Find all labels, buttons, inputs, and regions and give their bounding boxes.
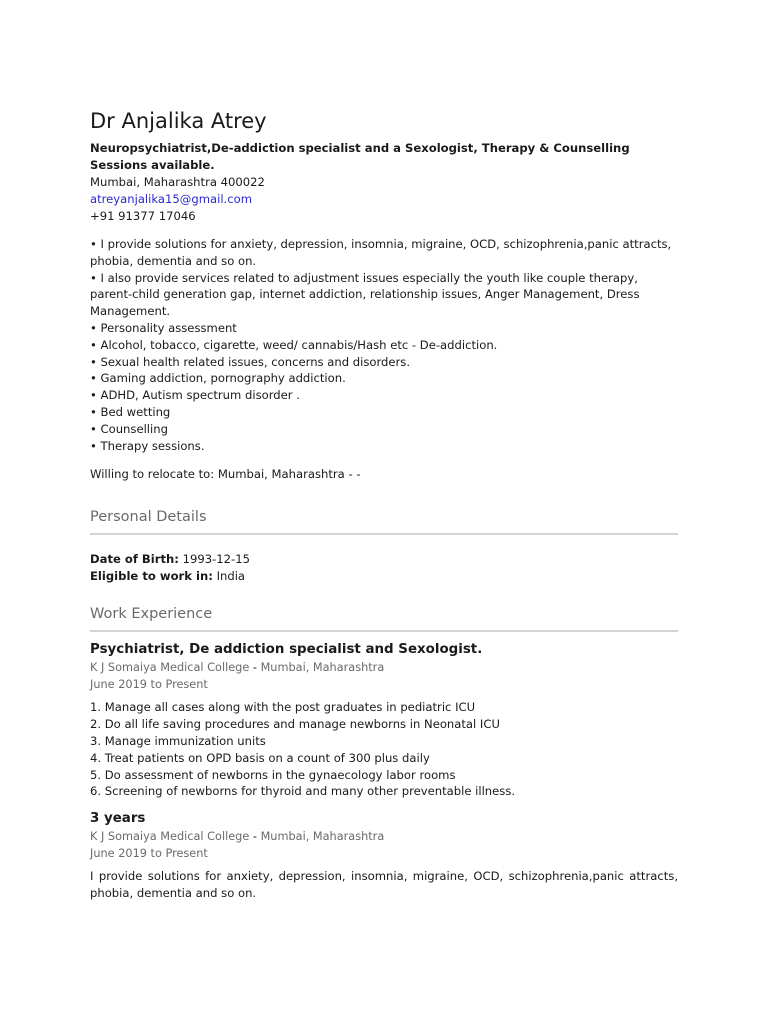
summary-item: • I also provide services related to adjustment issues especially the youth like couple therapy, parent-child generation gap, internet addiction, relationship issues, Anger Management, Dress Management. (90, 270, 640, 319)
company-name: K J Somaiya Medical College (90, 661, 250, 675)
job-entry (90, 640, 678, 800)
resume-content (90, 106, 678, 902)
duty-item: 6. Screening of newborns for thyroid and many other preventable illness. (90, 784, 516, 799)
summary-item: • I provide solutions for anxiety, depression, insomnia, migraine, OCD, schizophrenia,panic attracts, phobia, dementia and so on. (90, 237, 672, 268)
job-company-location (90, 660, 678, 677)
job-entry (90, 809, 678, 902)
section-divider (90, 533, 678, 535)
job-duties (90, 699, 678, 800)
job-dates: June 2019 to Present (90, 846, 208, 860)
summary-item: • Personality assessment (90, 320, 237, 335)
summary (90, 236, 678, 454)
eligibility-row (90, 568, 678, 585)
phone: +91 91377 17046 (90, 209, 196, 223)
summary-item: • Gaming addiction, pornography addiction. (90, 371, 346, 386)
summary-item: • Bed wetting (90, 404, 171, 419)
eligible-label: Eligible to work in: (90, 569, 213, 584)
personal-details-heading: Personal Details (90, 509, 207, 526)
email-link[interactable]: atreyanjalika15@gmail.com (90, 192, 252, 206)
separator: - (249, 661, 261, 675)
duty-item: 5. Do assessment of newborns in the gynaecology labor rooms (90, 767, 456, 782)
summary-item: • Sexual health related issues, concerns and disorders. (90, 354, 411, 369)
duty-item: 2. Do all life saving procedures and manage newborns in Neonatal ICU (90, 717, 500, 732)
job-description: I provide solutions for anxiety, depression, insomnia, migraine, OCD, schizophrenia,panic attracts, phobia, dementia and so on. (90, 869, 678, 901)
company-name: K J Somaiya Medical College (90, 830, 250, 844)
job-location: Mumbai, Maharashtra (260, 661, 385, 675)
section-divider (90, 630, 678, 632)
dob-value: 1993-12-15 (182, 552, 250, 567)
duty-item: 4. Treat patients on OPD basis on a count of 300 plus daily (90, 750, 430, 765)
duty-item: 1. Manage all cases along with the post graduates in pediatric ICU (90, 700, 476, 715)
dob-row (90, 551, 678, 568)
job-location: Mumbai, Maharashtra (260, 830, 385, 844)
summary-item: • Alcohol, tobacco, cigarette, weed/ cannabis/Hash etc - De-addiction. (90, 337, 498, 352)
summary-item: • Counselling (90, 421, 168, 436)
summary-item: • ADHD, Autism spectrum disorder . (90, 388, 300, 403)
separator: - (249, 830, 261, 844)
job-title: 3 years (90, 811, 146, 827)
dob-label: Date of Birth: (90, 552, 179, 567)
job-dates: June 2019 to Present (90, 677, 208, 691)
relocate-text: Willing to relocate to: Mumbai, Maharashtra - - (90, 467, 361, 482)
headline: Neuropsychiatrist,De-addiction specialist and a Sexologist, Therapy & Counselling Sessions available. (90, 141, 630, 172)
work-experience-heading: Work Experience (90, 606, 213, 623)
eligible-value: India (216, 569, 246, 584)
personal-details (90, 551, 678, 585)
job-company-location (90, 829, 678, 846)
candidate-name: Dr Anjalika Atrey (90, 109, 267, 133)
duty-item: 3. Manage immunization units (90, 733, 266, 748)
summary-item: • Therapy sessions. (90, 438, 205, 453)
location: Mumbai, Maharashtra 400022 (90, 175, 265, 189)
job-title: Psychiatrist, De addiction specialist and Sexologist. (90, 642, 483, 658)
